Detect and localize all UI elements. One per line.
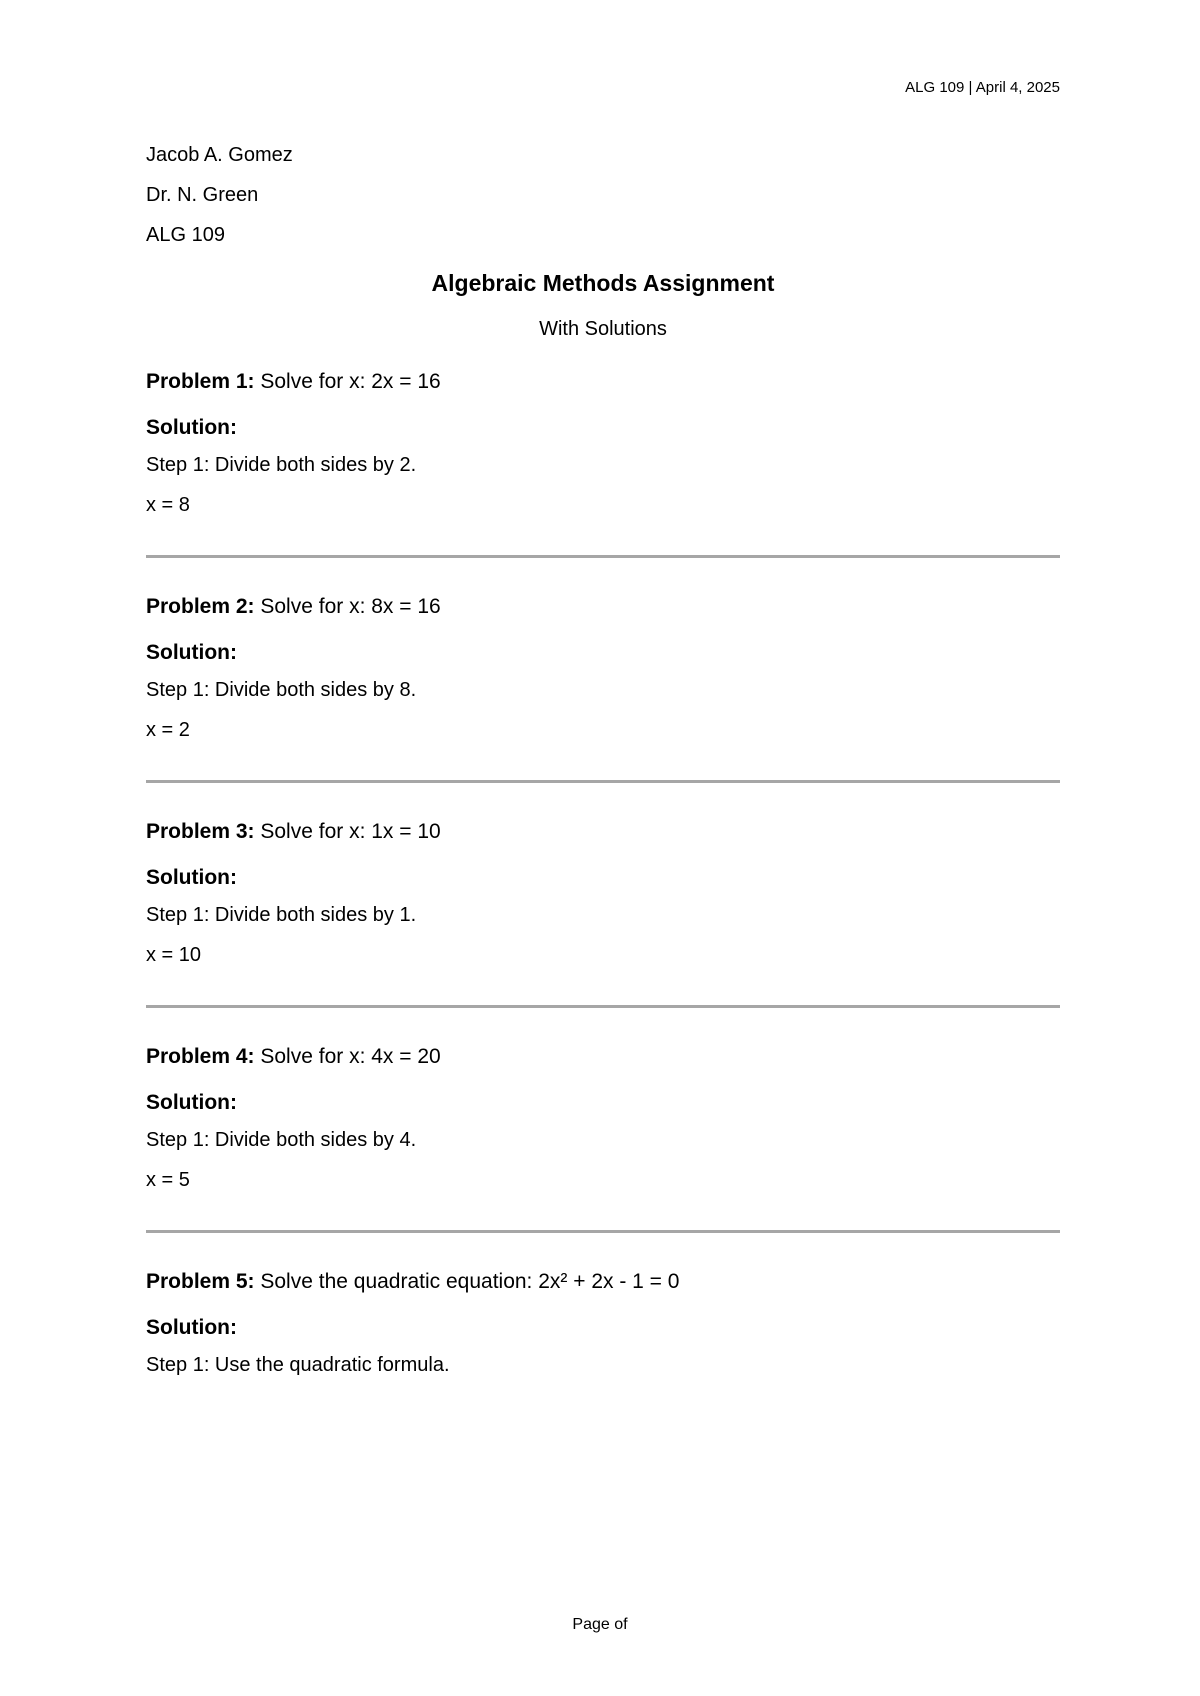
problem-label: Problem 5: — [146, 1270, 255, 1293]
section-divider — [146, 1005, 1060, 1008]
problem-3 — [146, 819, 1060, 967]
solution-step: Step 1: Use the quadratic formula. — [146, 1354, 450, 1376]
problem-5 — [146, 1269, 1060, 1377]
problem-statement — [146, 819, 1060, 845]
solution-heading: Solution: — [146, 1316, 237, 1339]
problem-2 — [146, 594, 1060, 742]
solution-heading: Solution: — [146, 641, 237, 664]
solution-heading: Solution: — [146, 1091, 237, 1114]
document-subtitle: With Solutions — [539, 318, 667, 340]
solution-answer: x = 2 — [146, 719, 190, 741]
problem-statement — [146, 1269, 1060, 1295]
problem-text: Solve for x: 4x = 20 — [254, 1045, 441, 1068]
solution-answer: x = 5 — [146, 1169, 190, 1191]
course-code: ALG 109 — [146, 224, 225, 246]
solution-step: Step 1: Divide both sides by 8. — [146, 679, 417, 701]
problem-4 — [146, 1044, 1060, 1192]
problem-statement — [146, 594, 1060, 620]
problem-text: Solve for x: 1x = 10 — [254, 820, 441, 843]
problem-text: Solve the quadratic equation: 2x² + 2x - 1 = 0 — [254, 1270, 680, 1293]
document-body — [146, 143, 1060, 1393]
instructor-name: Dr. N. Green — [146, 184, 259, 206]
solution-step: Step 1: Divide both sides by 4. — [146, 1129, 417, 1151]
problem-1 — [146, 369, 1060, 517]
student-name: Jacob A. Gomez — [146, 144, 293, 166]
page-footer: Page of — [572, 1616, 628, 1633]
solution-answer: x = 8 — [146, 494, 190, 516]
problem-text: Solve for x: 2x = 16 — [254, 370, 441, 393]
problem-statement — [146, 1044, 1060, 1070]
problem-label: Problem 3: — [146, 820, 255, 843]
solution-heading: Solution: — [146, 416, 237, 439]
document-title: Algebraic Methods Assignment — [431, 270, 775, 296]
solution-answer: x = 10 — [146, 944, 202, 966]
solution-step: Step 1: Divide both sides by 1. — [146, 904, 417, 926]
page-header-course-date: ALG 109 | April 4, 2025 — [905, 79, 1060, 96]
section-divider — [146, 555, 1060, 558]
problem-label: Problem 2: — [146, 595, 255, 618]
problem-label: Problem 1: — [146, 370, 255, 393]
problem-statement — [146, 369, 1060, 395]
solution-step: Step 1: Divide both sides by 2. — [146, 454, 417, 476]
problem-label: Problem 4: — [146, 1045, 255, 1068]
problem-text: Solve for x: 8x = 16 — [254, 595, 441, 618]
section-divider — [146, 1230, 1060, 1233]
section-divider — [146, 780, 1060, 783]
solution-heading: Solution: — [146, 866, 237, 889]
